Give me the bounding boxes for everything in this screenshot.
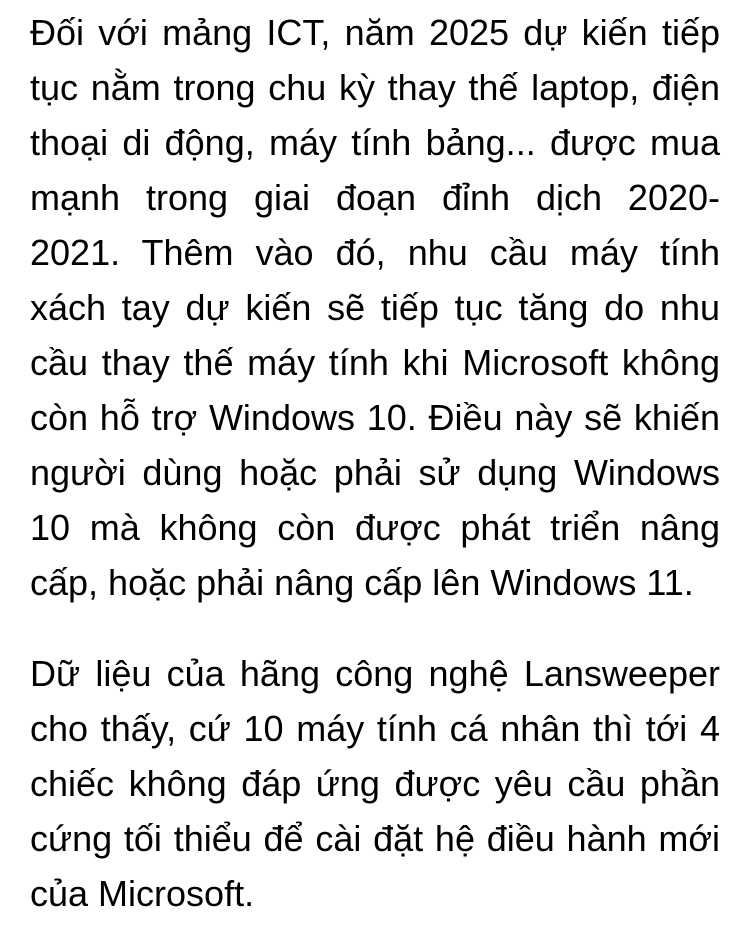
- text-line: chiếc không đáp ứng được yêu cầu phần: [30, 763, 720, 804]
- paragraph-lansweeper: [30, 646, 720, 921]
- text-line: xách tay dự kiến sẽ tiếp tục tăng do nhu: [30, 287, 720, 328]
- text-line: cấp, hoặc phải nâng cấp lên Windows 11.: [30, 562, 694, 603]
- text-line: Đối với mảng ICT, năm 2025 dự kiến tiếp: [30, 12, 720, 53]
- text-line: mạnh trong giai đoạn đỉnh dịch 2020-: [30, 177, 720, 218]
- text-line: người dùng hoặc phải sử dụng Windows: [30, 452, 720, 493]
- text-line: tục nằm trong chu kỳ thay thế laptop, điện: [30, 67, 720, 108]
- text-line: Dữ liệu của hãng công nghệ Lansweeper: [30, 653, 720, 694]
- text-line: cho thấy, cứ 10 máy tính cá nhân thì tới 4: [30, 708, 720, 749]
- text-line: cứng tối thiểu để cài đặt hệ điều hành mới: [30, 818, 720, 859]
- text-line: cầu thay thế máy tính khi Microsoft không: [30, 342, 720, 383]
- text-line: 2021. Thêm vào đó, nhu cầu máy tính: [30, 232, 720, 273]
- text-line: của Microsoft.: [30, 873, 255, 914]
- text-line: còn hỗ trợ Windows 10. Điều này sẽ khiến: [30, 397, 720, 438]
- text-line: thoại di động, máy tính bảng... được mua: [30, 122, 720, 163]
- paragraph-ict-2025: [30, 5, 720, 610]
- text-line: 10 mà không còn được phát triển nâng: [30, 507, 720, 548]
